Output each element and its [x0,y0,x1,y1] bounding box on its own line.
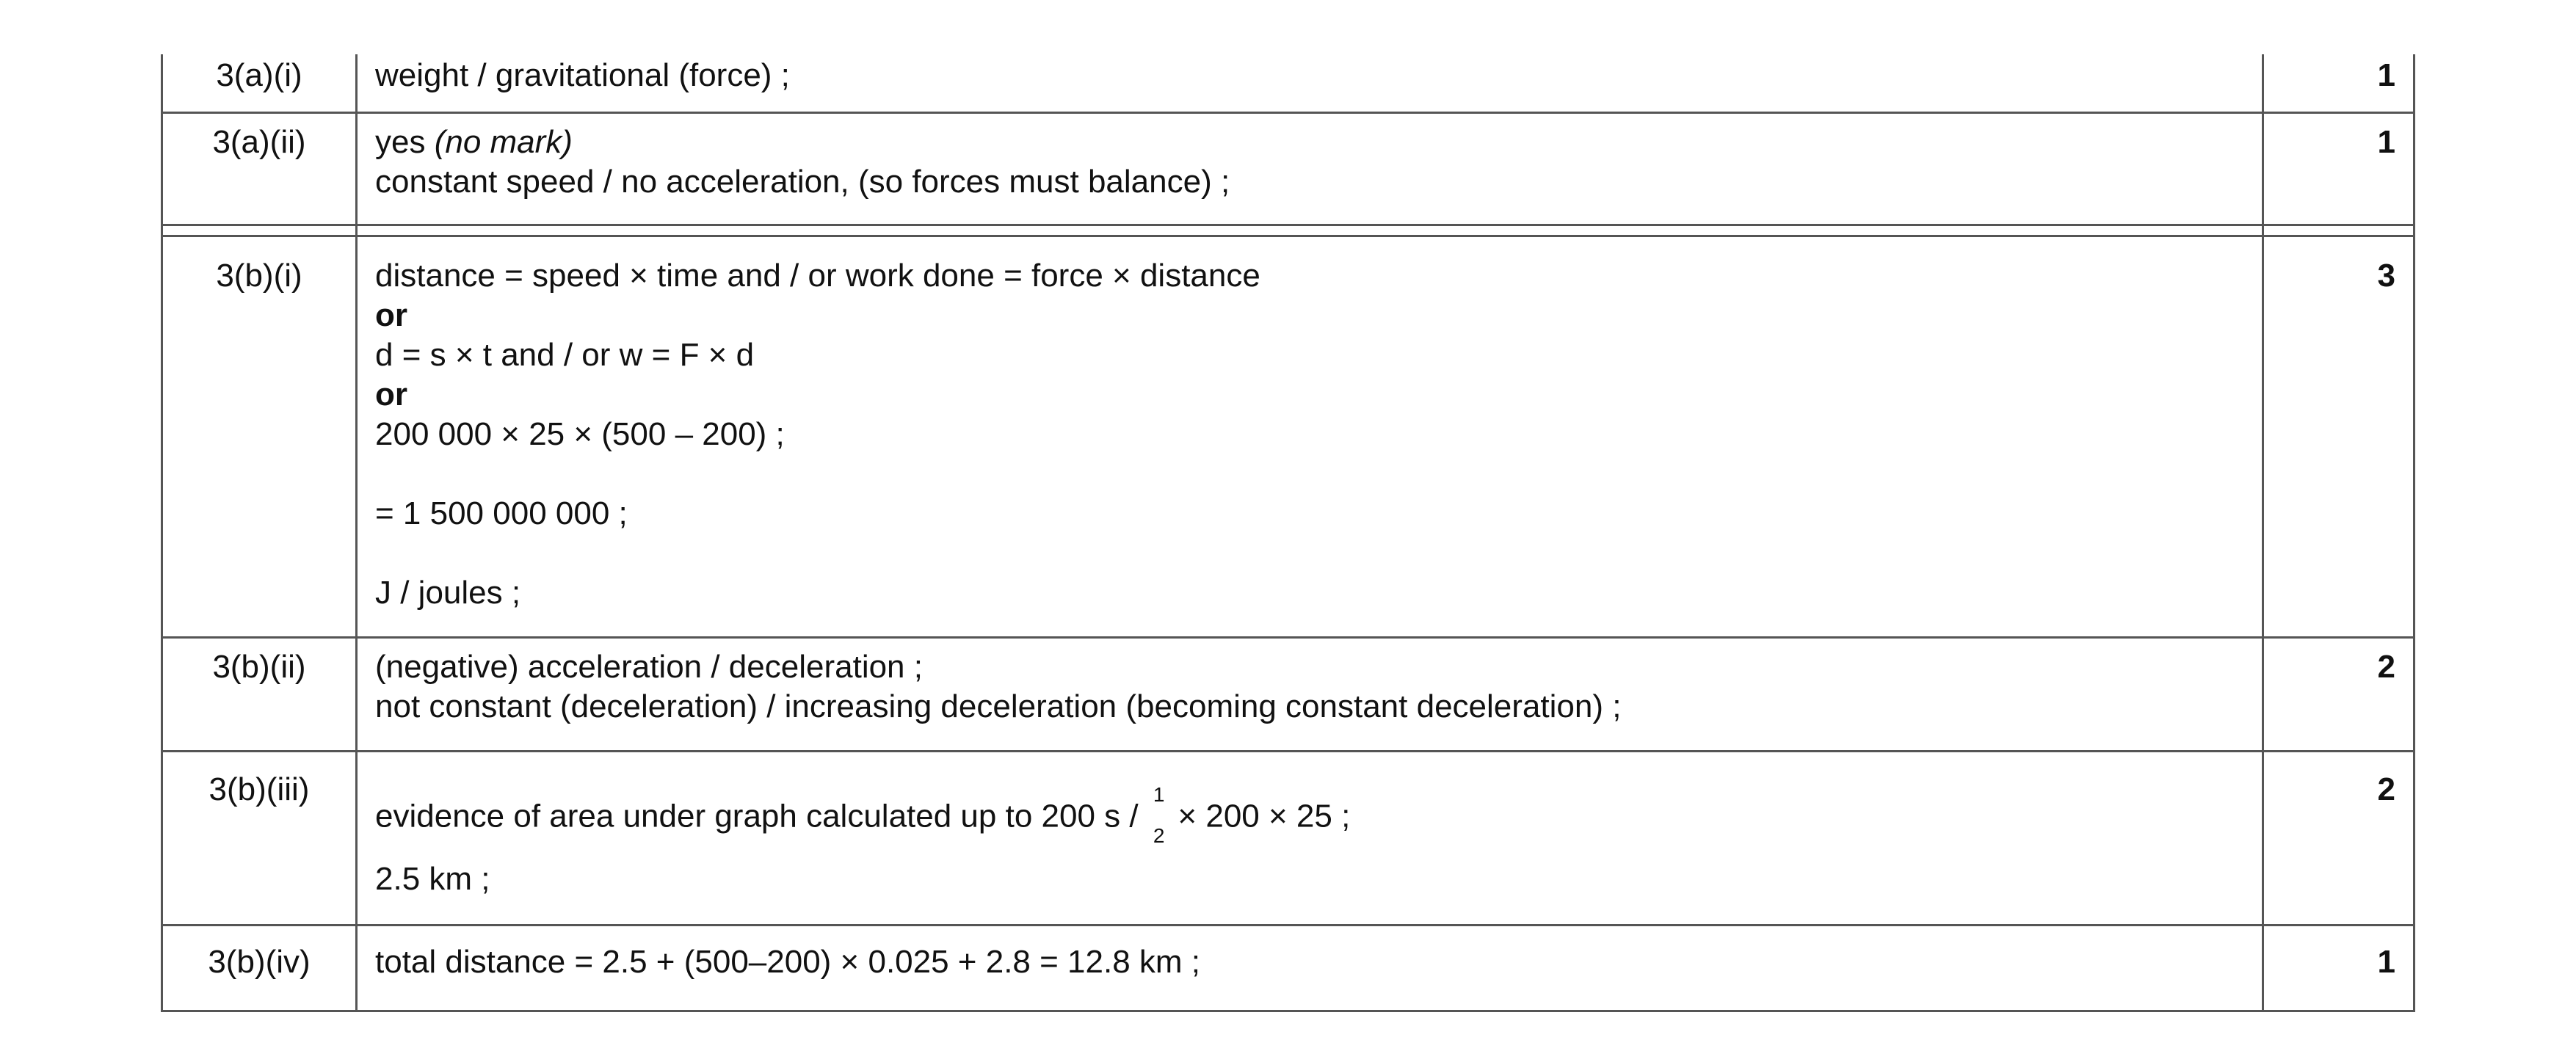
answer-cell [357,113,2263,225]
answer-line: J / joules ; [375,575,521,611]
answer-line: distance = speed × time and / or work done = force × distance [375,258,1260,294]
line-gap [375,534,2244,573]
question-number: 3(a)(ii) [162,113,357,225]
table-row [162,236,2414,638]
answer-line [375,123,2244,162]
table-row [162,113,2414,225]
answer-line: 2.5 km ; [375,861,490,897]
question-number: 3(b)(iii) [162,752,357,926]
fraction [1150,782,1168,849]
fraction-numerator: 1 [1153,783,1165,806]
answer-line: d = s × t and / or w = F × d [375,337,755,373]
answer-cell [357,926,2263,1011]
answer-line: (negative) acceleration / deceleration ; [375,649,923,685]
table-row [162,752,2414,926]
question-number: 3(a)(i) [162,54,357,113]
answer-or: or [375,297,407,333]
marks-cell: 1 [2263,54,2414,113]
question-number: 3(b)(iv) [162,926,357,1011]
table-row [162,54,2414,113]
answer-line: = 1 500 000 000 ; [375,495,628,531]
mark-scheme-sheet [161,54,2413,1012]
marks-cell: 2 [2263,638,2414,752]
answer-line [375,785,2244,852]
answer-cell [357,236,2263,638]
question-number: 3(b)(i) [162,236,357,638]
answer-text: × 200 × 25 ; [1178,798,1351,834]
marks-cell: 3 [2263,236,2414,638]
answer-line: not constant (deceleration) / increasing deceleration (becoming constant deceleration) ; [375,688,1622,724]
marks-cell: 2 [2263,752,2414,926]
answer-cell [357,638,2263,752]
line-gap [375,454,2244,494]
answer-line: constant speed / no acceleration, (so forces must balance) ; [375,164,1230,200]
marks-cell: 1 [2263,926,2414,1011]
table-row [162,926,2414,1011]
answer-text: evidence of area under graph calculated up to 200 s / [375,798,1147,834]
fraction-denominator: 2 [1153,824,1165,847]
section-divider [162,225,2414,236]
answer-line: total distance = 2.5 + (500–200) × 0.025 + 2.8 = 12.8 km ; [375,944,1200,980]
question-number: 3(b)(ii) [162,638,357,752]
marks-cell: 1 [2263,113,2414,225]
answer-line: 200 000 × 25 × (500 – 200) ; [375,416,785,452]
answer-or: or [375,377,407,412]
mark-scheme-table [161,54,2415,1012]
answer-line: weight / gravitational (force) ; [375,57,790,93]
answer-cell [357,54,2263,113]
answer-cell [357,752,2263,926]
table-row [162,638,2414,752]
mark-note: (no mark) [434,124,573,160]
answer-text: yes [375,124,435,160]
